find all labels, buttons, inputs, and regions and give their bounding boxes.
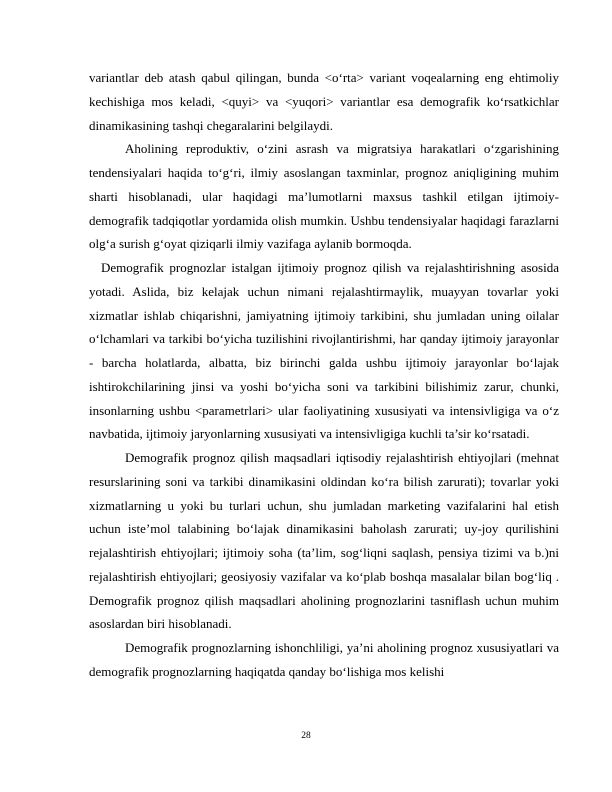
- paragraph-forecast-basis: Demografik prognozlar istalgan ijtimoiy prognoz qilish va rejalashtirishning asosida yotadi. Aslida, biz kelajak uchun nimani rejalashtirmaylik, muayyan tovarlar yoki xizmatlar ishlab chiqarishni, jamiyatning ijtimoiy tarkibini, shu jumladan uning oilalar o‘lchamlari va tarkibi bo‘yicha tuzilishini rivojlantirishmi, har qanday ijtimoiy jarayonlar - barcha holatlarda, albatta, biz birinchi galda ushbu ijtimoiy jarayonlar bo‘lajak ishtirokchilarining jinsi va yoshi bo‘yicha soni va tarkibini bilishimiz zarur, chunki, insonlarning ushbu <parametrlari> ular faoliyatining xususiyati va intensivligiga va o‘z navbatida, ijtimoiy jaryonlarning xususiyati va intensivligiga kuchli ta’sir ko‘rsatadi.: [89, 260, 559, 442]
- paragraph-forecast-goals: Demografik prognoz qilish maqsadlari iqtisodiy rejalashtirish ehtiyojlari (mehnat resurslarining soni va tarkibi dinamikasini oldindan ko‘ra bilish zarurati); tovarlar yoki xizmatlarning u yoki bu turlari uchun, shu jumladan marketing vazifalarini hal etish uchun iste’mol talabining bo‘lajak dinamikasini baholash zarurati; uy-joy qurilishini rejalashtirish ehtiyojlari; ijtimoiy soha (ta’lim, sog‘liqni saqlash, pensiya tizimi va b.)ni rejalashtirish ehtiyojlari; geosiyosiy vazifalar va ko‘plab boshqa masalalar bilan bog‘liq . Demografik prognoz qilish maqsadlari aholining prognozlarini tasniflash uchun muhim asoslardan biri hisoblanadi.: [89, 450, 559, 632]
- paragraph-continuation: variantlar deb atash qabul qilingan, bunda <o‘rta> variant voqealarning eng ehtimoliy kechishiga mos keladi, <quyi> va <yuqori> variantlar esa demografik ko‘rsatkichlar dinamikasining tashqi chegaralarini belgilaydi.: [89, 70, 559, 133]
- paragraph-reliability: Demografik prognozlarning ishonchliligi, ya’ni aholining prognoz xususiyatlari va demografik prognozlarning haqiqatda qanday bo‘lishiga mos kelishi: [89, 640, 559, 679]
- page-number: 28: [301, 731, 311, 741]
- paragraph-tendencies: Aholining reproduktiv, o‘zini asrash va migratsiya harakatlari o‘zgarishining tendensiyalari haqida to‘g‘ri, ilmiy asoslangan taxminlar, prognoz aniqligining muhim sharti hisoblanadi, ular haqidagi ma’lumotlarni maxsus tashkil etilgan ijtimoiy-demografik tadqiqotlar yordamida olish mumkin. Ushbu tendensiyalar haqidagi farazlarni olg‘a surish g‘oyat qiziqarli ilmiy vazifaga aylanib bormoqda.: [89, 141, 559, 252]
- document-page: [89, 66, 559, 684]
